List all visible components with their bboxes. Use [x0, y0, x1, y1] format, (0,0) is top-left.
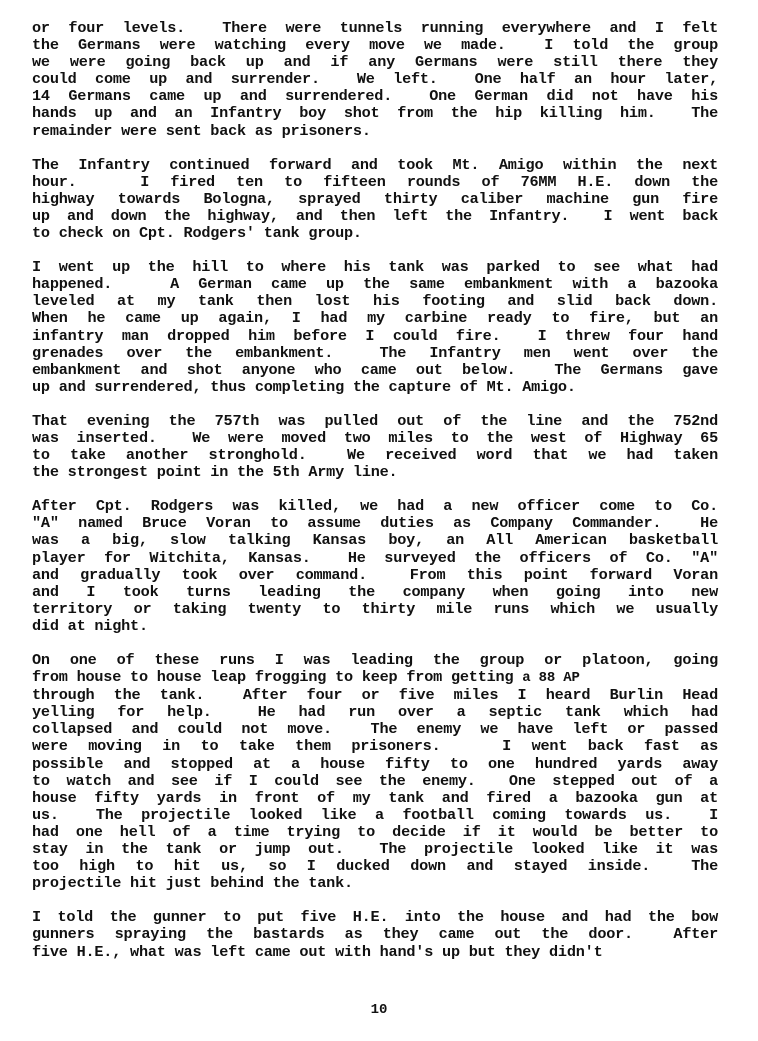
text-line: to watch and see if I could see the enemy. One stepped out of a	[32, 771, 718, 790]
text-line: After Cpt. Rodgers was killed, we had a new officer come to Co.	[32, 497, 718, 516]
text-line: collapsed and could not move. The enemy we have left or passed	[32, 720, 718, 739]
text-line: grenades over the embankment. The Infantry men went over the	[32, 343, 718, 362]
text-line: were moving in to take them prisoners. I went back fast as	[32, 737, 718, 756]
text-line: happened. A German came up the same embankment with a bazooka	[32, 275, 718, 294]
text-line: to take another stronghold. We received word that we had taken	[32, 446, 718, 465]
text-line: or four levels. There were tunnels running everywhere and I felt	[32, 19, 718, 37]
text-line: When he came up again, I had my carbine ready to fire, but an	[32, 309, 718, 328]
typed-margin-note: a 88 AP	[522, 670, 580, 687]
paragraph-1	[32, 20, 718, 140]
text-line: That evening the 757th was pulled out of the line and the 752nd	[32, 411, 718, 430]
text-line: "A" named Bruce Voran to assume duties as Company Commander. He	[32, 514, 718, 533]
text-line: hands up and an Infantry boy shot from the hip killing him. The	[32, 104, 718, 123]
text-line: I told the gunner to put five H.E. into the house and had the bow	[32, 908, 718, 927]
text-line: and gradually took over command. From this point forward Voran	[32, 565, 718, 584]
paragraph-7	[32, 909, 718, 960]
text-line: hour. I fired ten to fifteen rounds of 76MM H.E. down the	[32, 172, 718, 191]
paragraph-6	[32, 652, 718, 892]
paragraph-5	[32, 498, 718, 635]
text-line: did at night.	[32, 616, 148, 635]
paragraph-4	[32, 413, 718, 481]
text-line: embankment and shot anyone who came out below. The Germans gave	[32, 360, 718, 379]
text-line: The Infantry continued forward and took Mt. Amigo within the next	[32, 155, 718, 174]
text-line: 14 Germans came up and surrendered. One German did not have his	[32, 87, 718, 106]
text-line: had one hell of a time trying to decide if it would be better to	[32, 822, 718, 841]
text-line: gunners spraying the bastards as they came out the door. After	[32, 925, 718, 944]
text-line: I went up the hill to where his tank was parked to see what had	[32, 258, 718, 277]
text-line: we were going back up and if any Germans were still there they	[32, 53, 718, 72]
text-line: highway towards Bologna, sprayed thirty caliber machine gun fire	[32, 189, 718, 208]
text-line: to check on Cpt. Rodgers' tank group.	[32, 224, 362, 243]
text-line: us. The projectile looked like a football coming towards us. I	[32, 805, 718, 824]
text-line: stay in the tank or jump out. The projectile looked like it was	[32, 840, 718, 859]
text-line: was inserted. We were moved two miles to the west of Highway 65	[32, 428, 718, 447]
text-line: yelling for help. He had run over a septic tank which had	[32, 703, 718, 722]
paragraph-2	[32, 157, 718, 242]
text-line: infantry man dropped him before I could fire. I threw four hand	[32, 326, 718, 345]
text-line-main: from house to house leap frogging to keep from getting	[32, 668, 514, 687]
text-line: too high to hit us, so I ducked down and stayed inside. The	[32, 857, 718, 876]
text-line: up and down the highway, and then left the Infantry. I went back	[32, 206, 718, 225]
text-line: leveled at my tank then lost his footing and slid back down.	[32, 292, 718, 311]
text-line: possible and stopped at a house fifty to one hundred yards away	[32, 754, 718, 773]
text-line: up and surrendered, thus completing the capture of Mt. Amigo.	[32, 377, 576, 396]
text-line: projectile hit just behind the tank.	[32, 874, 353, 893]
text-line: house fifty yards in front of my tank and fired a bazooka gun at	[32, 788, 718, 807]
text-line: player for Witchita, Kansas. He surveyed the officers of Co. "A"	[32, 548, 718, 567]
text-line: and I took turns leading the company when going into new	[32, 582, 718, 601]
text-line-with-insert	[32, 669, 718, 687]
text-line: through the tank. After four or five miles I heard Burlin Head	[32, 686, 718, 705]
text-line: remainder were sent back as prisoners.	[32, 121, 371, 140]
text-line: was a big, slow talking Kansas boy, an All American basketball	[32, 531, 718, 550]
text-line: could come up and surrender. We left. One half an hour later,	[32, 70, 718, 89]
text-line: the Germans were watching every move we made. I told the group	[32, 36, 718, 55]
text-line: five H.E., what was left came out with hand's up but they didn't	[32, 942, 603, 961]
page-number: 10	[370, 1002, 388, 1018]
text-line: the strongest point in the 5th Army line.	[32, 463, 398, 482]
text-line: On one of these runs I was leading the group or platoon, going	[32, 651, 718, 669]
paragraph-3	[32, 259, 718, 396]
document-page	[32, 20, 718, 978]
text-line: territory or taking twenty to thirty mile runs which we usually	[32, 599, 718, 618]
